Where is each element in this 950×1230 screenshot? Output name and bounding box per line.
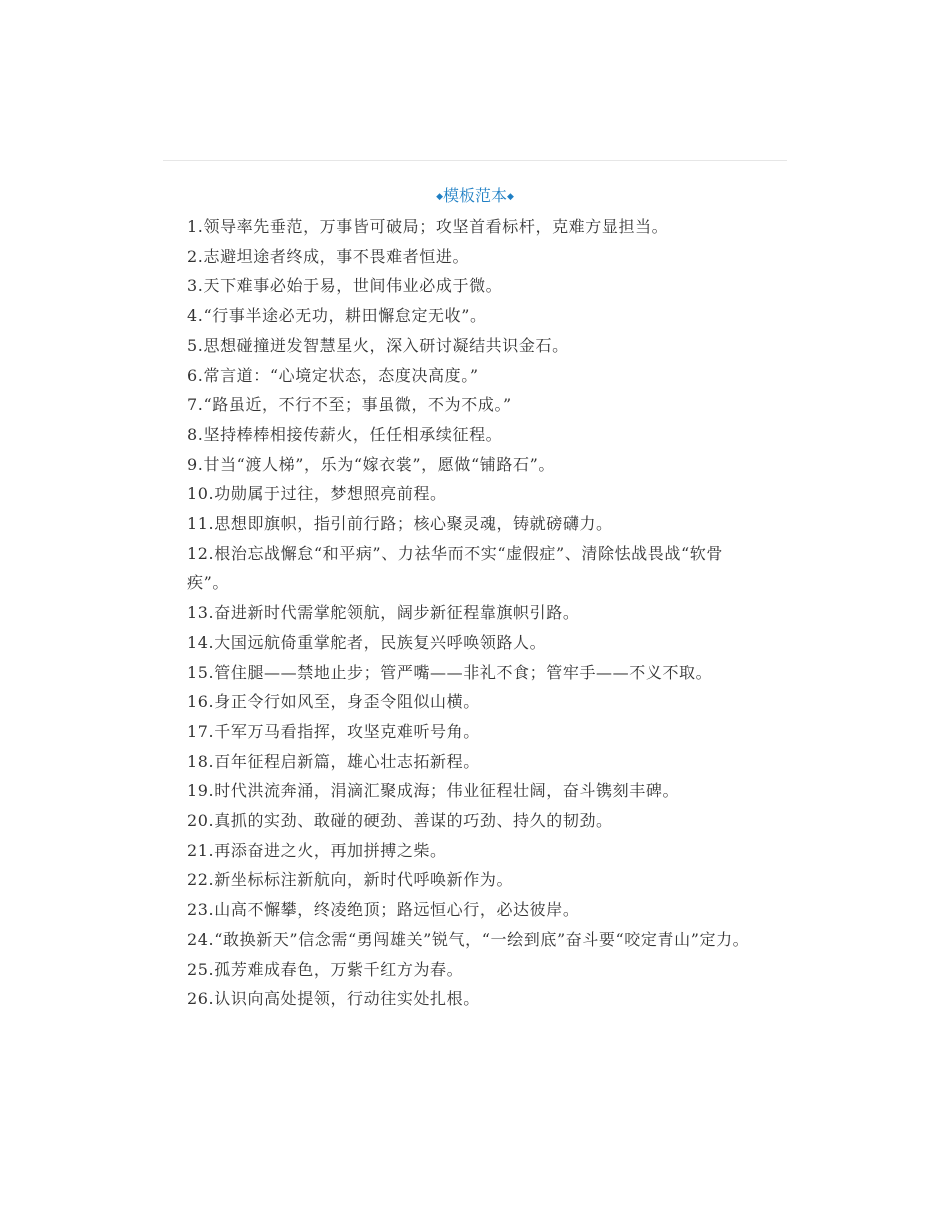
list-item: 17.千军万马看指挥，攻坚克难听号角。 [187, 721, 480, 741]
list-item: 24.“敢换新天”信念需“勇闯雄关”锐气，“一绘到底”奋斗要“咬定青山”定力。 [187, 929, 750, 949]
list-item: 15.管住腿——禁地止步；管严嘴——非礼不食；管牢手——不义不取。 [187, 662, 713, 682]
list-item: 21.再添奋进之火，再加拼搏之柴。 [187, 840, 447, 860]
list-item: 16.身正令行如风至，身歪令阻似山横。 [187, 692, 480, 712]
list-item: 12.根治忘战懈怠“和平病”、力祛华而不实“虚假症”、清除怯战畏战“软骨疾”。 [187, 543, 723, 593]
list-item: 10.功勋属于过往，梦想照亮前程。 [187, 484, 447, 504]
list-item: 19.时代洪流奔涌，涓滴汇聚成海；伟业征程壮阔，奋斗镌刻丰碑。 [187, 781, 680, 801]
list-item: 22.新坐标标注新航向，新时代呼唤新作为。 [187, 870, 514, 890]
list-item: 7.“路虽近，不行不至；事虽微，不为不成。” [187, 395, 512, 415]
section-heading-text: 模板范本 [442, 186, 507, 205]
diamond-icon: ◆ [436, 192, 443, 202]
list-item: 2.志避坦途者终成，事不畏难者恒进。 [187, 246, 470, 266]
list-item: 20.真抓的实劲、敢碰的硬劲、善谋的巧劲、持久的韧劲。 [187, 811, 613, 831]
list-item: 9.甘当“渡人梯”，乐为“嫁衣裳”，愿做“铺路石”。 [187, 454, 555, 474]
list-item: 5.思想碰撞迸发智慧星火，深入研讨凝结共识金石。 [187, 335, 569, 355]
list-item: 14.大国远航倚重掌舵者，民族复兴呼唤领路人。 [187, 632, 547, 652]
item-list [187, 212, 759, 1014]
list-item: 13.奋进新时代需掌舵领航，阔步新征程靠旗帜引路。 [187, 603, 580, 623]
diamond-icon: ◆ [507, 192, 514, 202]
section-heading [163, 185, 787, 208]
list-item: 1.领导率先垂范，万事皆可破局；攻坚首看标杆，克难方显担当。 [187, 217, 669, 236]
top-divider [163, 160, 787, 161]
list-item: 8.坚持棒棒相接传薪火，任任相承续征程。 [187, 424, 503, 444]
list-item: 6.常言道：“心境定状态，态度决高度。” [187, 365, 479, 385]
list-item: 3.天下难事必始于易，世间伟业必成于微。 [187, 276, 503, 296]
list-item: 26.认识向高处提领，行动往实处扎根。 [187, 989, 480, 1009]
list-item: 25.孤芳难成春色，万紫千红方为春。 [187, 959, 464, 979]
list-item: 4.“行事半途必无功，耕田懈怠定无收”。 [187, 306, 487, 326]
list-item: 23.山高不懈攀，终凌绝顶；路远恒心行，必达彼岸。 [187, 900, 580, 920]
list-item: 11.思想即旗帜，指引前行路；核心聚灵魂，铸就磅礴力。 [187, 514, 613, 534]
list-item: 18.百年征程启新篇，雄心壮志拓新程。 [187, 751, 480, 771]
